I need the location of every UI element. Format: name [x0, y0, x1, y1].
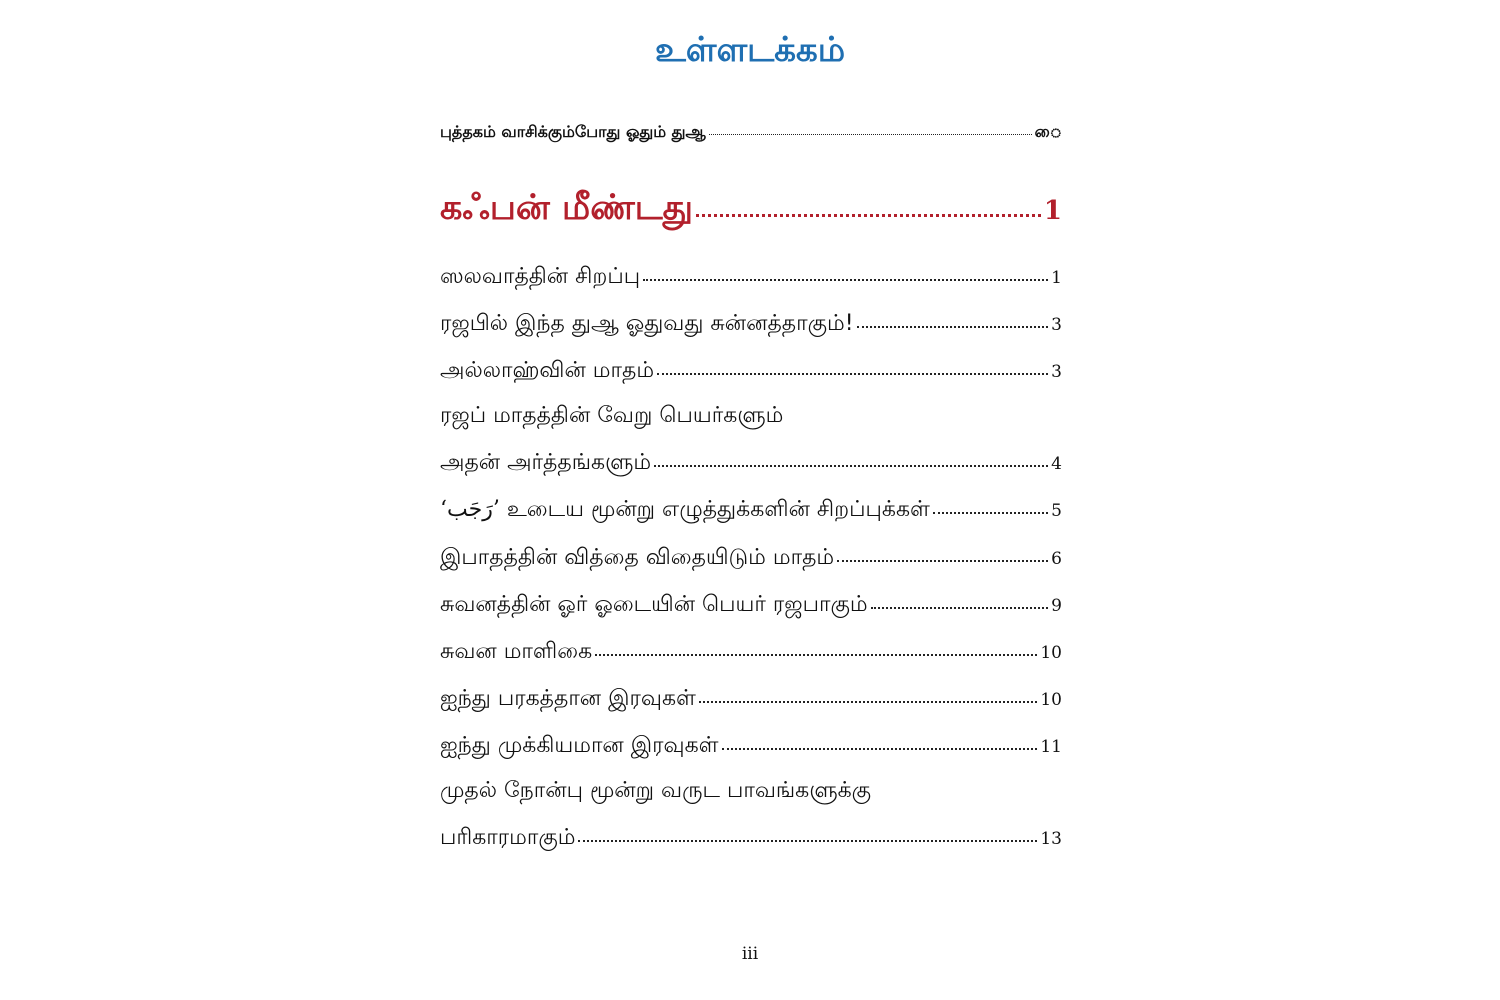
toc-entry-label: அதன் அர்த்தங்களும்: [440, 450, 652, 475]
toc-entry-label: ரஜபில் இந்த துஆ ஓதுவது சுன்னத்தாகும்!: [440, 311, 854, 336]
toc-entry-page: 3: [1051, 315, 1062, 335]
toc-entry-label: புத்தகம் வாசிக்கும்போது ஓதும் துஆ: [440, 122, 706, 141]
toc-entry-label: இபாதத்தின் வித்தை விதையிடும் மாதம்: [440, 545, 835, 570]
dot-leader: [709, 134, 1032, 135]
toc-entry-salawat[interactable]: [440, 264, 1062, 292]
toc-entry-label: ஸலவாத்தின் சிறப்பு: [440, 264, 641, 289]
toc-entry-three-letters[interactable]: [440, 497, 1062, 525]
dot-leader: [595, 654, 1037, 656]
arabic-word: ‘رَجَب’: [440, 497, 500, 522]
toc-entry-page: 1: [1051, 268, 1062, 288]
dot-leader: [654, 465, 1048, 467]
toc-entry-important-nights[interactable]: [440, 733, 1062, 761]
footer-page-number: iii: [741, 944, 759, 964]
dot-leader: [837, 560, 1048, 562]
toc-entry-first-fast-line1[interactable]: முதல் நோன்பு மூன்று வருட பாவங்களுக்கு: [440, 778, 872, 803]
toc-chapter-heading[interactable]: [440, 188, 1062, 232]
toc-entry-ibadah-month[interactable]: [440, 545, 1062, 573]
toc-chapter-page: 1: [1043, 196, 1062, 226]
toc-entry-month-of-allah[interactable]: [440, 358, 1062, 386]
toc-entry-paradise-river[interactable]: [440, 592, 1062, 620]
toc-entry-page: 13: [1040, 829, 1062, 849]
toc-entry-label: ஐந்து முக்கியமான இரவுகள்: [440, 733, 719, 758]
toc-entry-page: 9: [1051, 596, 1062, 616]
toc-entry-label: சுவன மாளிகை: [440, 639, 593, 664]
toc-entry-page: ை: [1034, 122, 1062, 141]
toc-entry-label: [440, 497, 930, 525]
toc-entry-label: அல்லாஹ்வின் மாதம்: [440, 358, 655, 383]
toc-entry-page: 4: [1051, 454, 1062, 474]
toc-chapter-label: கஃபன் மீண்டது: [440, 188, 694, 228]
dot-leader: [643, 279, 1048, 281]
toc-entry-paradise-palace[interactable]: [440, 639, 1062, 667]
toc-entry-rajab-names-line1[interactable]: ரஜப் மாதத்தின் வேறு பெயர்களும்: [440, 403, 784, 428]
dot-leader: [857, 326, 1049, 328]
toc-entry-page: 10: [1040, 643, 1062, 663]
dot-leader: [657, 373, 1048, 375]
page-title: உள்ளடக்கம்: [654, 30, 846, 70]
dot-leader: [871, 607, 1049, 609]
toc-entry-page: 11: [1040, 737, 1062, 757]
toc-entry-blessed-nights[interactable]: [440, 686, 1062, 714]
dot-leader: [933, 512, 1048, 514]
toc-entry-first-fast[interactable]: [440, 825, 1062, 853]
toc-entry-label: பரிகாரமாகும்: [440, 825, 576, 850]
toc-entry-label-text: உடைய மூன்று எழுத்துக்களின் சிறப்புக்கள்: [506, 497, 930, 522]
dot-leader: [696, 214, 1041, 217]
toc-entry-rajab-dua[interactable]: [440, 311, 1062, 339]
dot-leader: [699, 701, 1037, 703]
toc-entry-reading-dua[interactable]: [440, 122, 1062, 143]
toc-entry-label: சுவனத்தின் ஓர் ஓடையின் பெயர் ரஜபாகும்: [440, 592, 868, 617]
toc-entry-rajab-names[interactable]: [440, 450, 1062, 478]
toc-entry-page: 10: [1040, 690, 1062, 710]
toc-entry-page: 6: [1051, 549, 1062, 569]
toc-entry-page: 5: [1051, 501, 1062, 521]
dot-leader: [722, 748, 1038, 750]
toc-entry-page: 3: [1051, 362, 1062, 382]
toc-entry-label: ஐந்து பரகத்தான இரவுகள்: [440, 686, 696, 711]
dot-leader: [578, 840, 1037, 842]
